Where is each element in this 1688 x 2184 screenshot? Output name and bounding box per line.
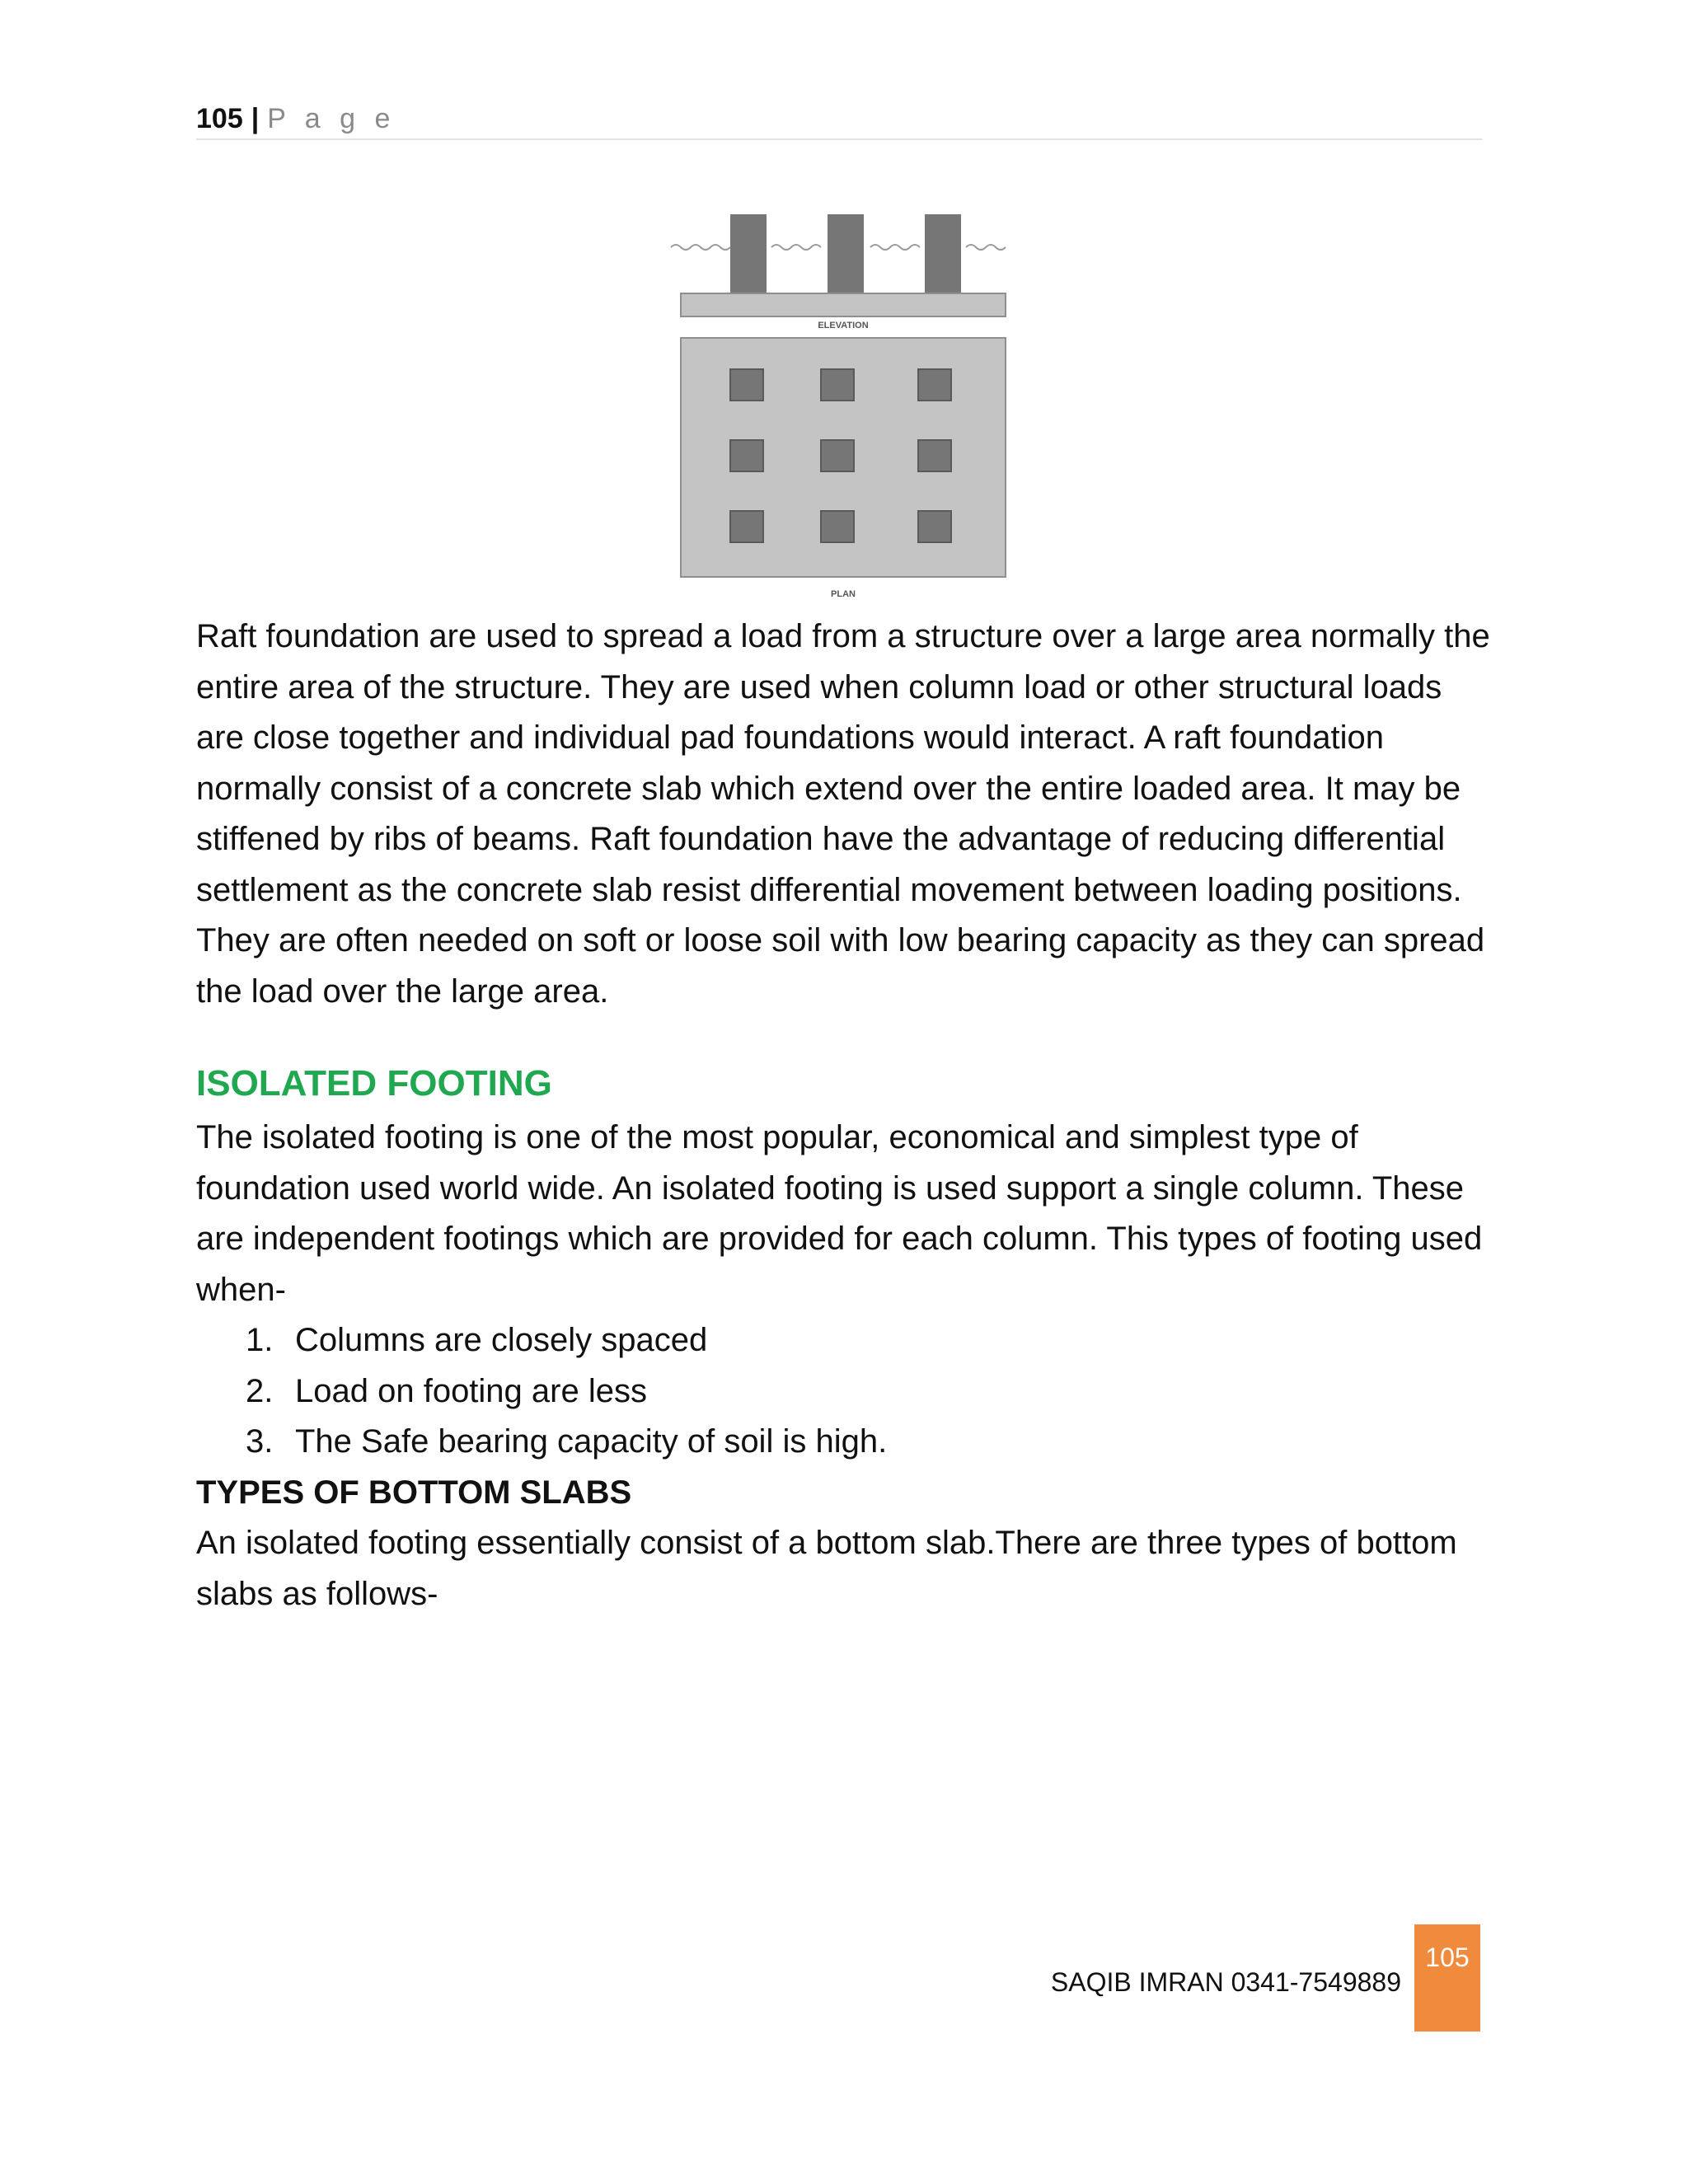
plan-column [730,369,763,401]
list-item-text: Load on footing are less [295,1372,647,1409]
list-item-text: Columns are closely spaced [295,1322,708,1358]
header-page-number: 105 [196,103,243,134]
list-item [196,1315,1498,1366]
plan-column [730,440,763,471]
list-item-number: 3. [246,1423,274,1460]
page-number-badge: 105 [1414,1924,1480,2032]
list-item-text: The Safe bearing capacity of soil is high. [295,1423,888,1460]
header-page-label: P a g e [267,103,396,134]
plan-column [821,440,854,471]
isolated-footing-paragraph: The isolated footing is one of the most popular, economical and simplest type of foundation used world wide. An isolated footing is used support a single column. These are independent footings which are provided for each column. This types of footing used when- [196,1119,1483,1308]
page-header [196,99,1482,140]
page-body [196,612,1498,1619]
plan-column [730,511,763,542]
plan-column [918,511,951,542]
conditions-list [196,1315,1498,1468]
elevation-label: ELEVATION [818,321,869,330]
raft-slab-elevation [681,293,1006,316]
raft-foundation-figure [656,206,1029,603]
plan-label: PLAN [831,589,856,599]
list-item [196,1417,1498,1468]
plan-column [918,369,951,401]
footer-author: SAQIB IMRAN 0341-7549889 [1050,1967,1401,1997]
bottom-slabs-heading: TYPES OF BOTTOM SLABS [196,1474,632,1511]
raft-paragraph: Raft foundation are used to spread a load from a structure over a large area normally the entire area of the structure. They are used when column load or other structural loads are close together and individual pad foundations would interact. A raft foundation normally consist of a concrete slab which extend over the entire loaded area. It may be stiffened by ribs of beams. Raft foundation have the advantage of reducing differential settlement as the concrete slab resist differential movement between loading positions. They are often needed on soft or loose soil with low bearing capacity as they can spread the load over the large area. [196,618,1490,1010]
bottom-slabs-paragraph: An isolated footing essentially consist of a bottom slab.There are three types of bottom slabs as follows- [196,1525,1457,1612]
column-1 [730,214,767,293]
list-item-number: 2. [246,1372,274,1409]
column-2 [828,214,864,293]
plan-column [821,369,854,401]
list-item-number: 1. [246,1322,274,1358]
column-3 [925,214,961,293]
plan-column [918,440,951,471]
isolated-footing-heading: ISOLATED FOOTING [196,1063,552,1104]
plan-column [821,511,854,542]
header-separator: | [251,103,260,134]
list-item [196,1366,1498,1418]
raft-foundation-diagram [656,206,1029,603]
